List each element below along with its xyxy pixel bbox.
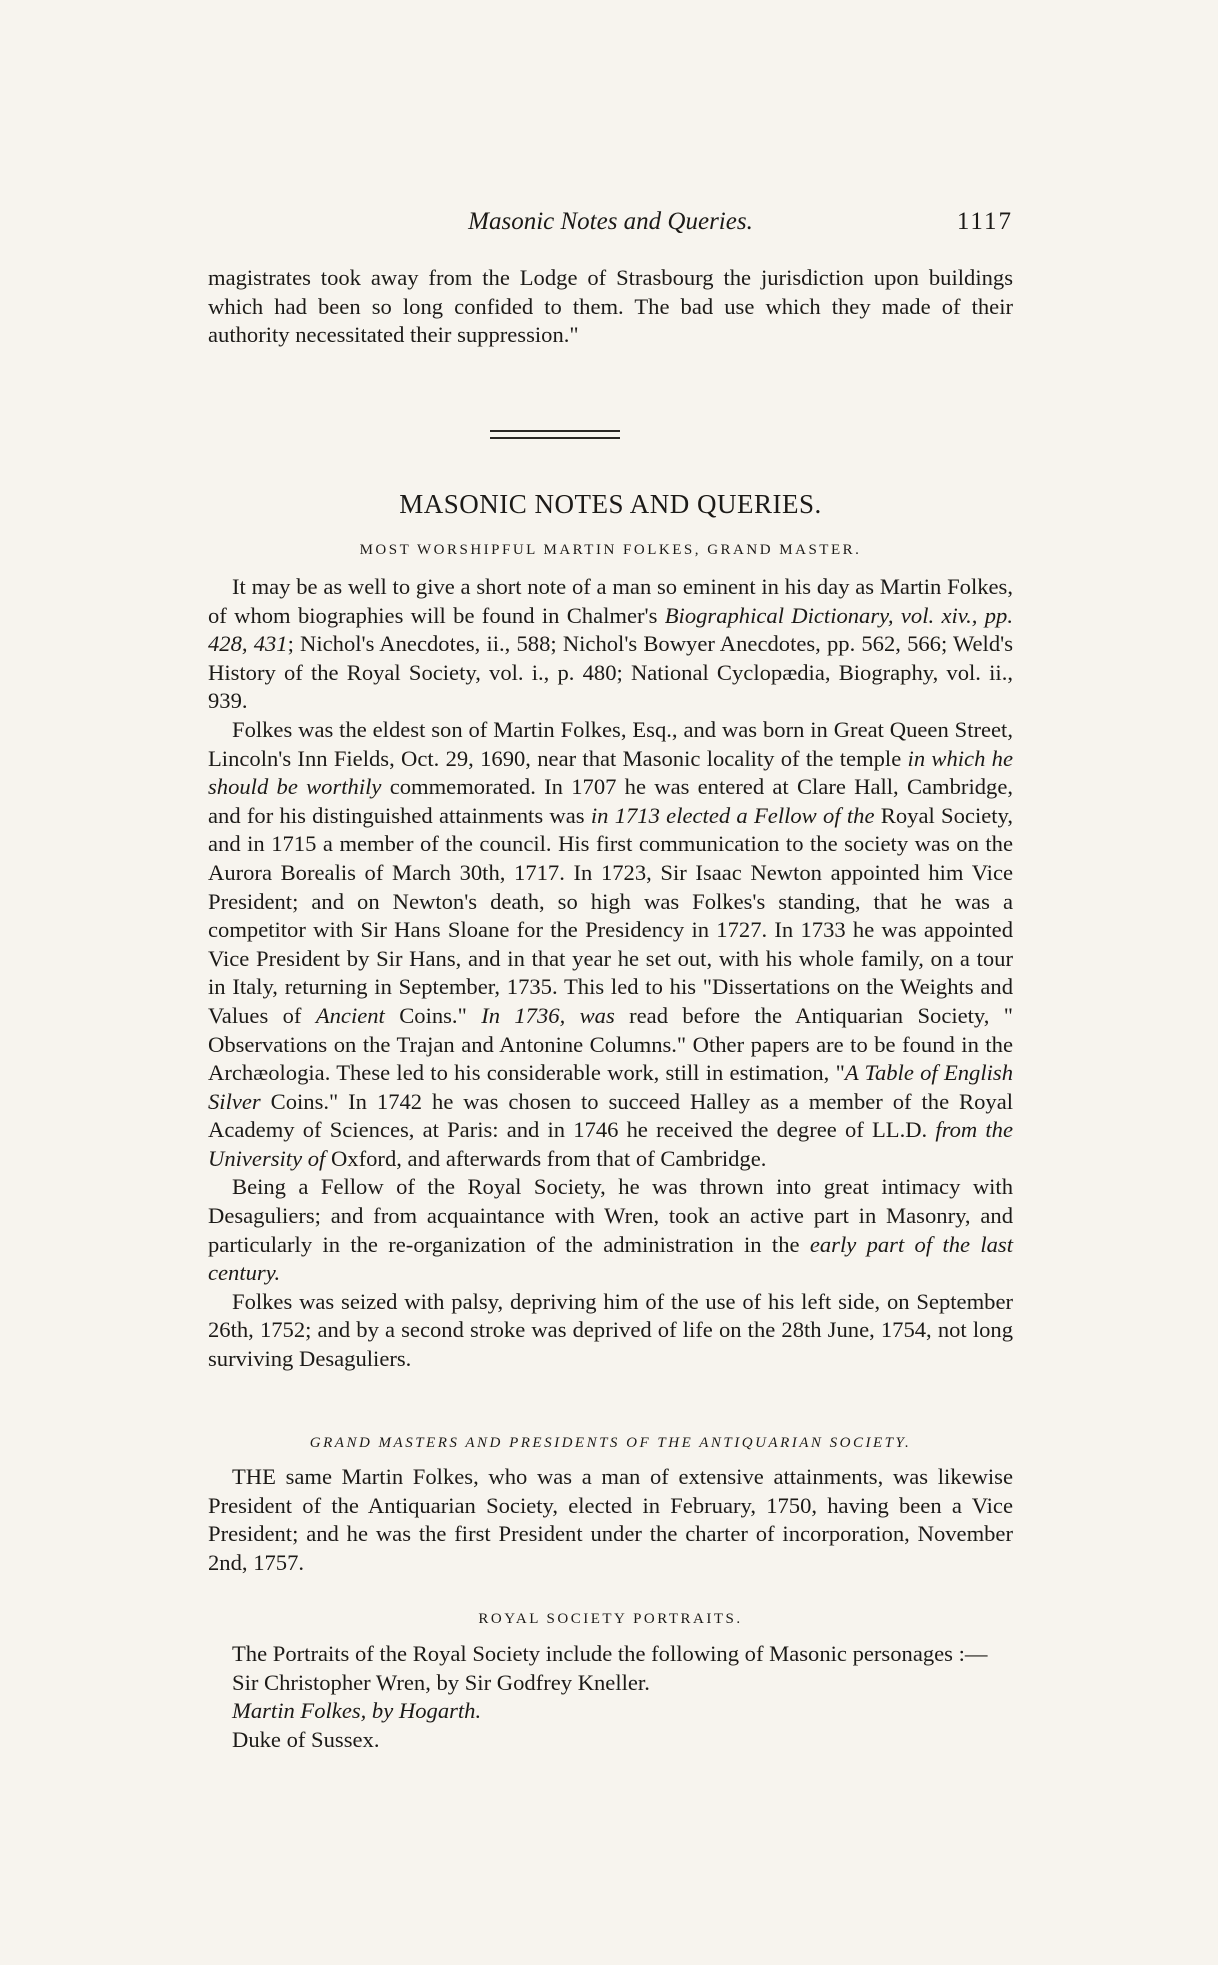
section-title: MASONIC NOTES AND QUERIES.: [399, 489, 822, 519]
text-run: Oxford, and afterwards from that of Cambridge.: [325, 1145, 767, 1171]
paragraph: Folkes was seized with palsy, depriving him of the use of his left side, on September 26th, 1752; and by a second stroke was deprived of life on the 28th June, 1754, not long surviving Desaguliers.: [208, 1288, 1013, 1372]
text-run-italic: Biographical Dictionary, vol. xiv., pp. 428, 431: [208, 602, 1013, 657]
text-run: ; Nichol's Anecdotes, ii., 588; Nichol's Bowyer Anecdotes, pp. 562, 566; Weld's History of the Royal Society, vol. i., p. 480; National Cyclopædia, Biography, vol. ii., 939.: [208, 631, 1013, 714]
running-head-title: Masonic Notes and Queries.: [468, 208, 753, 235]
continuation-block: [208, 264, 1013, 350]
divider-rule-bottom: [490, 437, 620, 439]
text-run-italic: A Table of English Silver: [208, 1060, 1014, 1114]
divider-rule-top: [490, 430, 620, 432]
text-run: Coins.": [384, 1002, 482, 1028]
section-divider: [490, 430, 620, 444]
paragraph: [208, 1173, 1013, 1287]
paragraph: The Portraits of the Royal Society include the following of Masonic personages :—: [232, 1641, 988, 1666]
paragraph: [208, 716, 1013, 1174]
text-run-italic: In 1736, was: [481, 1002, 615, 1028]
text-run: Being a Fellow of the Royal Society, he was thrown into great intimacy with Desaguliers; and from acquaintance with Wren, took an active part in Masonry, and particularly in the re-organization of the administration in the: [208, 1174, 1013, 1257]
text-run: Coins." In 1742 he was chosen to succeed Halley as a member of the Royal Academy of Sciences, at Paris: and in 1746 he received the degree of LL.D.: [208, 1088, 1013, 1143]
section-folkes: [208, 573, 1013, 1374]
text-run-italic: Ancient: [315, 1002, 385, 1028]
list-item: Duke of Sussex.: [232, 1726, 380, 1752]
section-antiquarian: [208, 1463, 1013, 1577]
portrait-list: [208, 1669, 1013, 1755]
paragraph: [208, 573, 1013, 716]
subheading-folkes: MOST WORSHIPFUL MARTIN FOLKES, GRAND MASTER.: [359, 542, 862, 558]
subheading-portraits: ROYAL SOCIETY PORTRAITS.: [478, 1611, 743, 1627]
paragraph: THE same Martin Folkes, who was a man of extensive attainments, was likewise President of the Antiquarian Society, elected in February, 1750, having been a Vice President; and he was the first President under the charter of incorporation, November 2nd, 1757.: [208, 1464, 1013, 1575]
list-item: Martin Folkes, by Hogarth.: [232, 1698, 482, 1724]
list-item: Sir Christopher Wren, by Sir Godfrey Kneller.: [232, 1669, 650, 1695]
text-run-italic: early part of the last century.: [208, 1231, 1013, 1286]
continuation-paragraph: magistrates took away from the Lodge of Strasbourg the jurisdiction upon buildings which had been so long confided to them. The bad use which they made of their authority necessitated their suppression.": [208, 265, 1013, 348]
text-run: read before the Antiquarian Society, " Observations on the Trajan and Antonine Columns." Other papers are to be found in the Archæologia. These led to his considerable work, still in estimation, ": [208, 1002, 1013, 1086]
text-run-italic: in 1713 elected a Fellow of the: [590, 802, 875, 828]
text-run: Folkes was the eldest son of Martin Folkes, Esq., and was born in Great Queen Street, Lincoln's Inn Fields, Oct. 29, 1690, near that Masonic locality of the temple: [208, 716, 1013, 771]
page-number: 1117: [956, 208, 1013, 235]
text-run: It may be as well to give a short note of a man so eminent in his day as Martin Folkes, of whom biographies will be found in Chalmer's: [208, 574, 1013, 628]
subheading-antiquarian: GRAND MASTERS AND PRESIDENTS OF THE ANTIQUARIAN SOCIETY.: [309, 1435, 912, 1451]
running-head: [208, 208, 1013, 248]
text-run: Royal Society, and in 1715 a member of the council. His first communication to the society was on the Aurora Borealis of March 30th, 1717. In 1723, Sir Isaac Newton appointed him Vice President; and on Newton's death, so high was Folkes's standing, that he was a competitor with Sir Hans Sloane for the Presidency in 1727. In 1733 he was appointed Vice President by Sir Hans, and in that year he set out, with his whole family, on a tour in Italy, returning in September, 1735. This led to his "Dissertations on the Weights and Values of: [208, 802, 1014, 1028]
text-run: commemorated. In 1707 he was entered at Clare Hall, Cambridge, and for his distinguished attainments was: [208, 774, 1014, 828]
text-run-italic: from the University of: [208, 1117, 1013, 1171]
section-portraits: [208, 1640, 1013, 1754]
text-run-italic: in which he should be worthily: [208, 745, 1014, 800]
